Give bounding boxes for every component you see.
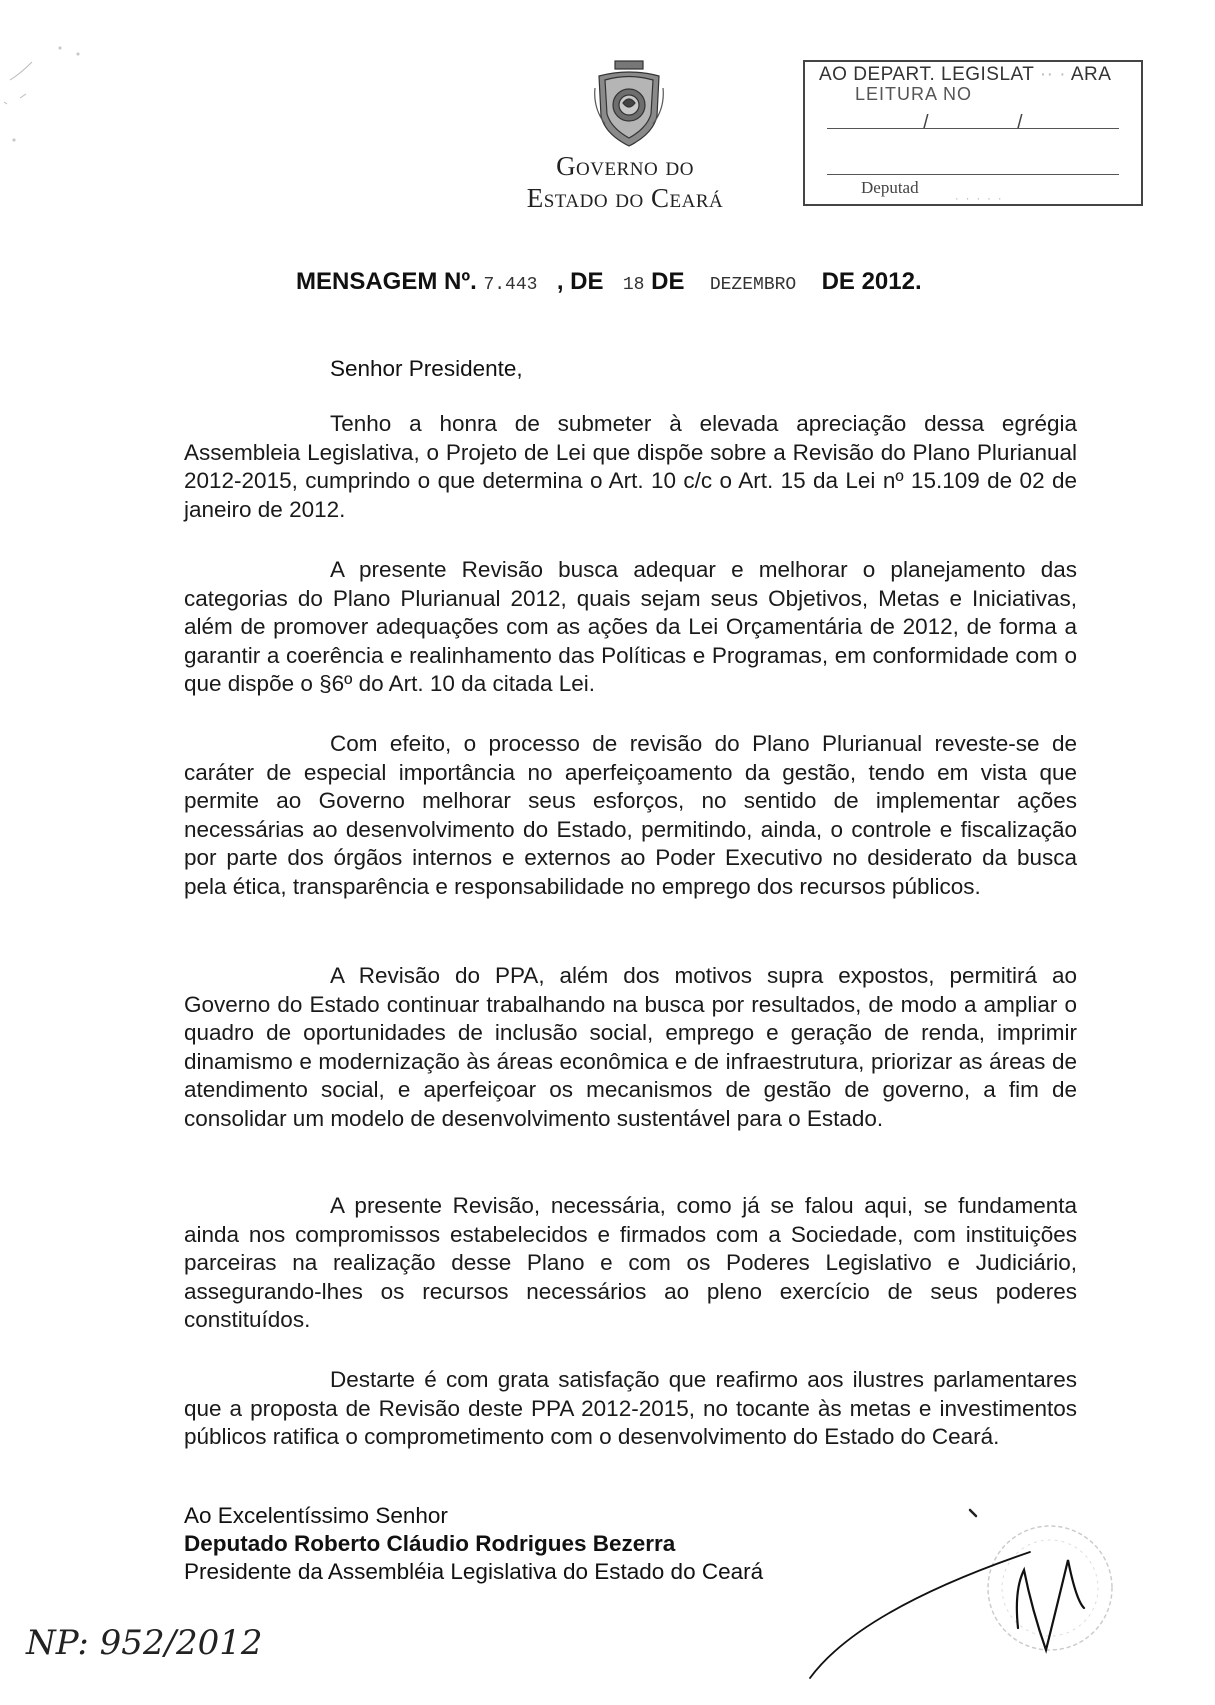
heading-de2: DE (651, 268, 685, 295)
stamp-signature-line (827, 174, 1119, 175)
heading-year: DE 2012. (821, 268, 922, 295)
heading-day: 18 (622, 275, 645, 295)
addressee-name: Deputado Roberto Cláudio Rodrigues Bezerra (184, 1531, 676, 1556)
stamp-date-slash: / (923, 112, 929, 134)
heading-label: MENSAGEM Nº. (296, 268, 477, 295)
message-heading (296, 268, 996, 296)
stamp-date-slash: / (1017, 112, 1023, 134)
stamp-line1: AO DEPART. LEGISLAT ·· · ARA (819, 64, 1112, 85)
handwritten-note-text: NP: 952/2012 (26, 1623, 263, 1663)
paragraph-6: Destarte é com grata satisfação que reafirmo aos ilustres parlamentares que a proposta de Revisão deste PPA 2012-2015, no tocante às metas e investimentos públicos ratifica o comprometimento com o desenvolvimento do Estado do Ceará. (184, 1367, 1077, 1449)
stamp-line3: Deputad (861, 178, 919, 197)
stamp-line2: LEITURA NO (855, 84, 973, 104)
addressee-title: Presidente da Assembléia Legislativa do Estado do Ceará (184, 1559, 764, 1584)
stamp-faded-text: · · · · · (955, 193, 1004, 205)
letterhead-title-line2: Estado do Ceará (526, 183, 724, 213)
addressee-block (184, 1502, 763, 1586)
heading-number: 7.443 (483, 275, 538, 295)
letterhead-title-line1: Governo do (556, 151, 694, 181)
stamp-date-line (827, 128, 1119, 129)
handwritten-protocol-note (20, 1612, 320, 1672)
salutation: Senhor Presidente, (330, 356, 523, 381)
paragraph-4: A Revisão do PPA, além dos motivos supra expostos, permitirá ao Governo do Estado continuar trabalhando na busca por resultados, de modo a ampliar o quadro de oportunidades de inclusão social, emprego e geração de renda, imprimir dinamismo e modernização às áreas econômica e de infraestrutura, priorizar as áreas de atendimento social, e aperfeiçoar os mecanismos de gestão de governo, a fim de consolidar um modelo de desenvolvimento sustentável para o Estado. (184, 963, 1077, 1131)
paragraph-3: Com efeito, o processo de revisão do Plano Plurianual reveste-se de caráter de especial importância no aperfeiçoamento da gestão, tendo em vista que permite ao Governo melhorar seus esforços, no sentido de implementar ações necessárias ao desenvolvimento do Estado, permitindo, ainda, o controle e fiscalização por parte dos órgãos internos e externos ao Poder Executivo no desiderato da busca pela ética, transparência e responsabilidade no emprego dos recursos públicos. (184, 731, 1077, 899)
paragraph-2: A presente Revisão busca adequar e melhorar o planejamento das categorias do Plano Plurianual 2012, quais sejam seus Objetivos, Metas e Iniciativas, além de promover adequações com as ações da Lei Orçamentária de 2012, de forma a garantir a coerência e realinhamento das Políticas e Programas, em conformidade com o que dispõe o §6º do Art. 10 da citada Lei. (184, 557, 1077, 696)
heading-de1: , DE (556, 268, 604, 295)
signature-and-seal (800, 1500, 1130, 1690)
paragraph-1: Tenho a honra de submeter à elevada apreciação dessa egrégia Assembleia Legislativa, o Projeto de Lei que dispõe sobre a Revisão do Plano Plurianual 2012-2015, cumprindo o que determina o Art. 10 c/c o Art. 15 da Lei nº 15.109 de 02 de janeiro de 2012. (184, 411, 1077, 522)
scan-specks (0, 40, 120, 160)
state-coat-of-arms-icon (593, 58, 665, 150)
addressee-line1: Ao Excelentíssimo Senhor (184, 1503, 448, 1528)
letterhead-title (490, 150, 760, 214)
heading-month: DEZEMBRO (709, 275, 797, 295)
paragraph-5: A presente Revisão, necessária, como já se falou aqui, se fundamenta ainda nos compromissos estabelecidos e firmados com a Sociedade, com instituições parceiras na realização desse Plano e com os Poderes Legislativo e Judiciário, assegurando-lhes os recursos necessários ao pleno exercício de seus poderes constituídos. (184, 1193, 1077, 1332)
receiving-stamp (803, 60, 1143, 206)
